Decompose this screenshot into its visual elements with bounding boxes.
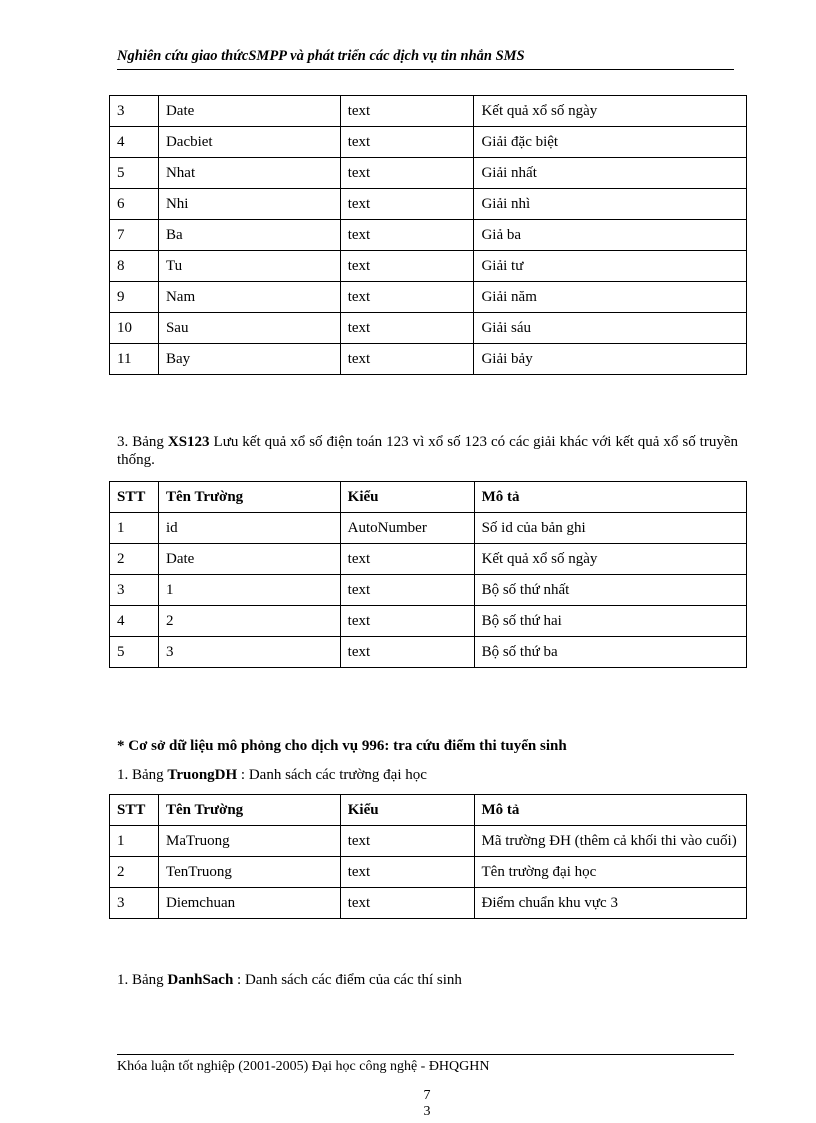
header-desc: Mô tả xyxy=(474,795,746,826)
header-desc: Mô tả xyxy=(474,482,746,513)
table-row xyxy=(110,313,747,344)
cell-stt: 2 xyxy=(110,857,159,888)
table-row xyxy=(110,637,747,668)
para-prefix: 1. Bảng xyxy=(117,767,168,783)
cell-field: 1 xyxy=(158,575,340,606)
table-row xyxy=(110,575,747,606)
cell-stt: 5 xyxy=(110,637,159,668)
table-row xyxy=(110,220,747,251)
table-header-row xyxy=(110,482,747,513)
truongdh-table xyxy=(109,794,747,919)
cell-stt: 1 xyxy=(110,826,159,857)
cell-stt: 8 xyxy=(110,251,159,282)
cell-desc: Giải bảy xyxy=(474,344,747,375)
cell-type: text xyxy=(340,189,474,220)
table-row xyxy=(110,606,747,637)
cell-desc: Mã trường ĐH (thêm cả khối thi vào cuối) xyxy=(474,826,746,857)
header-field: Tên Trường xyxy=(158,795,340,826)
table-row xyxy=(110,282,747,313)
table-row xyxy=(110,158,747,189)
cell-desc: Giả ba xyxy=(474,220,747,251)
table-row xyxy=(110,96,747,127)
cell-stt: 3 xyxy=(110,575,159,606)
cell-stt: 3 xyxy=(110,888,159,919)
cell-field: Date xyxy=(158,96,340,127)
para-prefix: 1. Bảng xyxy=(117,972,168,988)
para-prefix: 3. Bảng xyxy=(117,434,168,450)
cell-desc: Số id của bản ghi xyxy=(474,513,746,544)
cell-type: text xyxy=(340,575,474,606)
cell-type: text xyxy=(340,282,474,313)
cell-type: text xyxy=(340,251,474,282)
cell-desc: Giải sáu xyxy=(474,313,747,344)
cell-field: MaTruong xyxy=(158,826,340,857)
cell-desc: Giải năm xyxy=(474,282,747,313)
cell-type: text xyxy=(340,857,474,888)
table-row xyxy=(110,888,747,919)
page-number-top: 7 xyxy=(423,1088,431,1103)
lottery-fields-table xyxy=(109,95,747,375)
cell-stt: 2 xyxy=(110,544,159,575)
cell-field: Nhi xyxy=(158,189,340,220)
xs123-description xyxy=(117,433,738,469)
cell-field: Sau xyxy=(158,313,340,344)
cell-stt: 4 xyxy=(110,606,159,637)
cell-type: text xyxy=(340,96,474,127)
section-title: * Cơ sở dữ liệu mô phỏng cho dịch vụ 996: tra cứu điểm thi tuyển sinh xyxy=(117,738,567,754)
cell-desc: Điểm chuẩn khu vực 3 xyxy=(474,888,746,919)
truongdh-description xyxy=(117,766,738,784)
table-name: DanhSach xyxy=(167,972,234,988)
danhsach-description xyxy=(117,971,738,989)
cell-desc: Giải đặc biệt xyxy=(474,127,747,158)
xs123-table xyxy=(109,481,747,668)
cell-field: 2 xyxy=(158,606,340,637)
cell-type: AutoNumber xyxy=(340,513,474,544)
table-row xyxy=(110,344,747,375)
footer-divider xyxy=(117,1054,734,1055)
cell-desc: Bộ số thứ ba xyxy=(474,637,746,668)
cell-desc: Bộ số thứ nhất xyxy=(474,575,746,606)
cell-field: Dacbiet xyxy=(158,127,340,158)
cell-stt: 7 xyxy=(110,220,159,251)
cell-field: Nhat xyxy=(158,158,340,189)
table-name: XS123 xyxy=(167,434,210,450)
cell-type: text xyxy=(340,544,474,575)
table-header-row xyxy=(110,795,747,826)
table-row xyxy=(110,857,747,888)
table-row xyxy=(110,513,747,544)
cell-stt: 10 xyxy=(110,313,159,344)
cell-type: text xyxy=(340,313,474,344)
cell-type: text xyxy=(340,888,474,919)
cell-stt: 3 xyxy=(110,96,159,127)
header-stt: STT xyxy=(110,795,159,826)
cell-type: text xyxy=(340,344,474,375)
header-stt: STT xyxy=(110,482,159,513)
cell-stt: 9 xyxy=(110,282,159,313)
cell-type: text xyxy=(340,127,474,158)
cell-type: text xyxy=(340,158,474,189)
cell-desc: Bộ số thứ hai xyxy=(474,606,746,637)
cell-field: Bay xyxy=(158,344,340,375)
cell-type: text xyxy=(340,637,474,668)
cell-field: TenTruong xyxy=(158,857,340,888)
cell-type: text xyxy=(340,606,474,637)
cell-type: text xyxy=(340,220,474,251)
cell-field: id xyxy=(158,513,340,544)
table-row xyxy=(110,251,747,282)
page-header: Nghiên cứu giao thứcSMPP và phát triển các dịch vụ tin nhắn SMS xyxy=(117,48,734,70)
para-text: Lưu kết quả xổ số điện toán 123 vì xổ số 123 có các giải khác với kết quả xổ số truyền thống. xyxy=(117,434,738,468)
cell-stt: 1 xyxy=(110,513,159,544)
para-text: : Danh sách các điểm của các thí sinh xyxy=(233,972,462,988)
cell-desc: Kết quả xổ số ngày xyxy=(474,96,747,127)
cell-desc: Giải tư xyxy=(474,251,747,282)
cell-field: Nam xyxy=(158,282,340,313)
page-footer: Khóa luận tốt nghiệp (2001-2005) Đại học công nghệ - ĐHQGHN xyxy=(117,1059,490,1074)
table-name: TruongDH xyxy=(167,767,238,783)
table-row xyxy=(110,189,747,220)
cell-field: 3 xyxy=(158,637,340,668)
cell-stt: 4 xyxy=(110,127,159,158)
cell-field: Date xyxy=(158,544,340,575)
cell-stt: 11 xyxy=(110,344,159,375)
cell-field: Ba xyxy=(158,220,340,251)
cell-field: Tu xyxy=(158,251,340,282)
header-type: Kiểu xyxy=(340,795,474,826)
page-number-bottom: 3 xyxy=(423,1104,431,1119)
cell-field: Diemchuan xyxy=(158,888,340,919)
cell-type: text xyxy=(340,826,474,857)
cell-desc: Kết quả xổ số ngày xyxy=(474,544,746,575)
table-row xyxy=(110,544,747,575)
header-type: Kiểu xyxy=(340,482,474,513)
para-text: : Danh sách các trường đại học xyxy=(237,767,427,783)
table-row xyxy=(110,127,747,158)
table-row xyxy=(110,826,747,857)
cell-stt: 6 xyxy=(110,189,159,220)
header-field: Tên Trường xyxy=(158,482,340,513)
cell-stt: 5 xyxy=(110,158,159,189)
cell-desc: Giải nhì xyxy=(474,189,747,220)
cell-desc: Giải nhất xyxy=(474,158,747,189)
cell-desc: Tên trường đại học xyxy=(474,857,746,888)
